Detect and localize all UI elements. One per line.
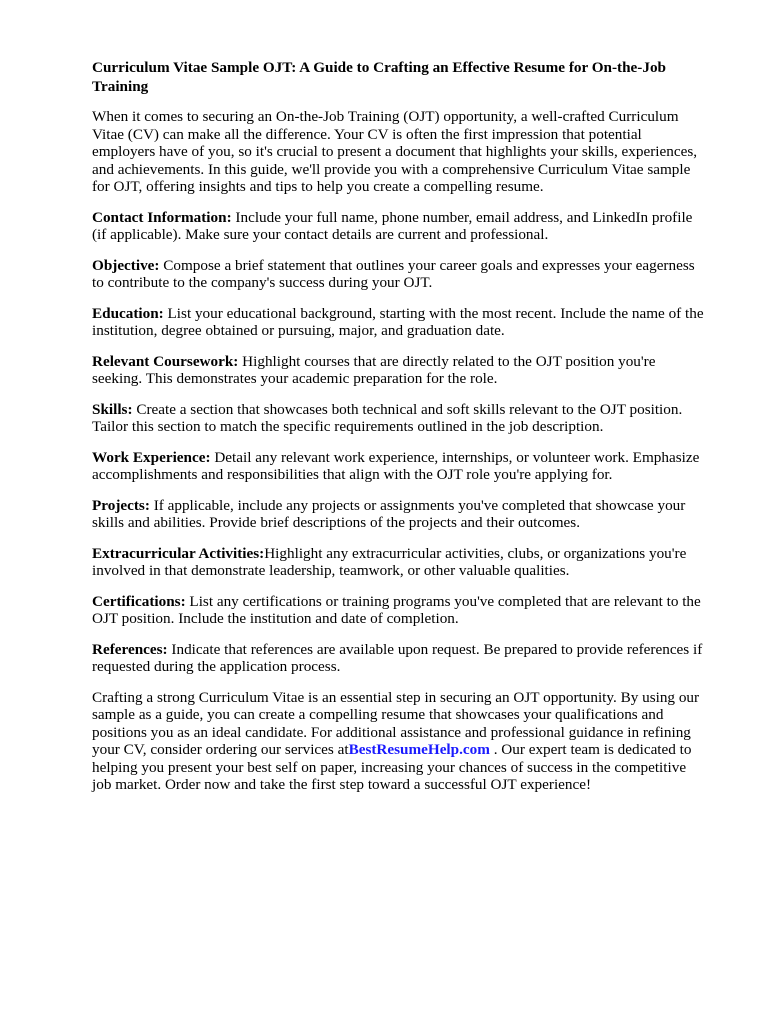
section-text: Create a section that showcases both technical and soft skills relevant to the OJT position. Tailor this section to match the specific requirements outlined in the job description. [92,400,683,435]
section-heading: Relevant Coursework: [92,352,239,370]
section-education [92,305,708,340]
section-heading: Projects: [92,496,150,514]
document-title: Curriculum Vitae Sample OJT: A Guide to Crafting an Effective Resume for On-the-Job Training [92,59,666,95]
section-list [92,209,708,676]
section-skills [92,401,708,436]
section-heading: References: [92,640,168,658]
section-extracurricular-activities [92,545,708,580]
section-relevant-coursework [92,353,708,388]
section-heading: Contact Information: [92,208,232,226]
closing-text-before-link: Crafting a strong Curriculum Vitae is an essential step in securing an OJT opportunity. By using our sample as a guide, you can create a compelling resume that showcases your qualifications and positions you as an ideal candidate. For additional assistance and professional guidance in refining your CV, consider ordering our services at [92,688,700,758]
closing-text-after-link: . Our expert team is dedicated to helping you present your best self on paper, increasing your chances of success in the competitive job market. Order now and take the first step toward a successful OJT experience! [92,741,692,793]
section-projects [92,497,708,532]
section-text: Include your full name, phone number, email address, and LinkedIn profile (if applicable). Make sure your contact details are current and professional. [92,208,693,243]
section-heading: Extracurricular Activities: [92,544,265,562]
section-certifications [92,593,708,628]
section-text: Highlight courses that are directly related to the OJT position you're seeking. This demonstrates your academic preparation for the role. [92,352,656,387]
section-text: List any certifications or training programs you've completed that are relevant to the OJT position. Include the institution and date of completion. [92,592,701,627]
best-resume-help-link[interactable]: BestResumeHelp.com [348,741,490,758]
section-references [92,641,708,676]
section-heading: Skills: [92,400,133,418]
intro-paragraph: When it comes to securing an On-the-Job Training (OJT) opportunity, a well-crafted Curriculum Vitae (CV) can make all the difference. Your CV is often the first impression that potential employers have of you, so it's crucial to present a document that highlights your skills, experiences, and achievements. In this guide, we'll provide you with a comprehensive Curriculum Vitae sample for OJT, offering insights and tips to help you create a compelling resume. [92,108,698,195]
section-heading: Objective: [92,256,160,274]
section-heading: Certifications: [92,592,186,610]
section-heading: Education: [92,304,164,322]
closing-paragraph [92,689,708,794]
section-text: Indicate that references are available upon request. Be prepared to provide references if requested during the application process. [92,640,703,675]
section-heading: Work Experience: [92,448,211,466]
section-contact-information [92,209,708,244]
section-objective [92,257,708,292]
section-text: Compose a brief statement that outlines your career goals and expresses your eagerness to contribute to the company's success during your OJT. [92,256,695,291]
section-text: Detail any relevant work experience, internships, or volunteer work. Emphasize accomplishments and responsibilities that align with the OJT role you're applying for. [92,448,700,483]
section-work-experience [92,449,708,484]
section-text: List your educational background, starting with the most recent. Include the name of the institution, degree obtained or pursuing, major, and graduation date. [92,304,704,339]
section-text: If applicable, include any projects or assignments you've completed that showcase your skills and abilities. Provide brief descriptions of the projects and their outcomes. [92,496,686,531]
section-text: Highlight any extracurricular activities, clubs, or organizations you're involved in that demonstrate leadership, teamwork, or other valuable qualities. [92,544,687,579]
